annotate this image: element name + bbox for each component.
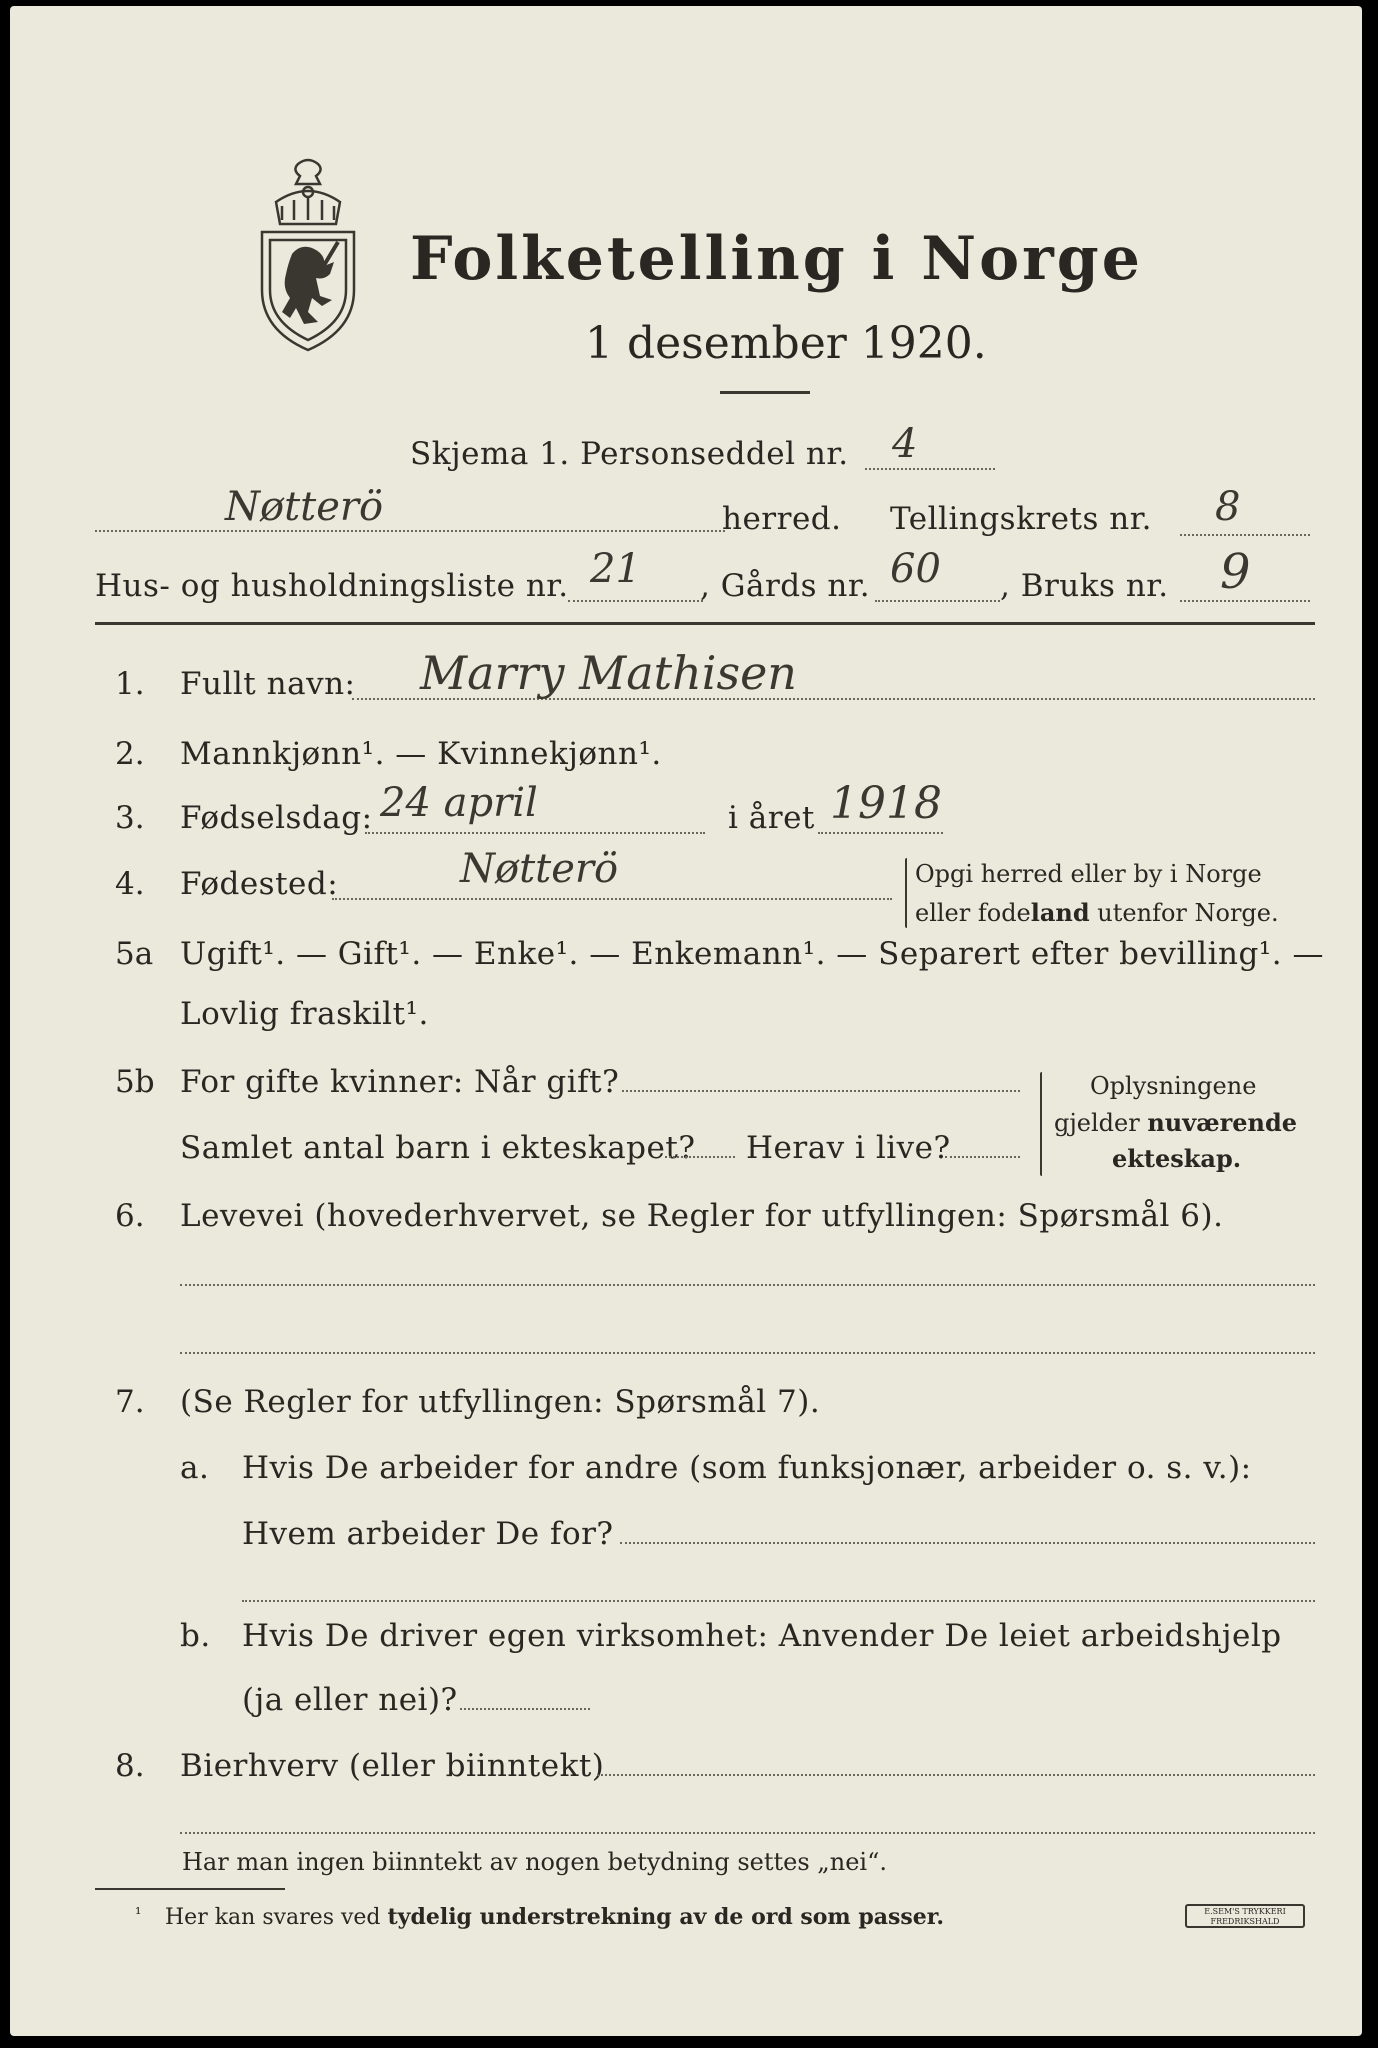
income-note: Har man ingen biinntekt av nogen betydning settes „nei“. bbox=[182, 1848, 887, 1876]
children-alive-field-line bbox=[945, 1156, 1020, 1158]
q8-label: Bierhverv (eller biinntekt) bbox=[180, 1748, 605, 1784]
q1-label: Fullt navn: bbox=[180, 666, 356, 702]
form-title: Folketelling i Norge bbox=[410, 224, 1143, 294]
gender-options[interactable]: Mannkjønn¹. — Kvinnekjønn¹. bbox=[180, 736, 662, 772]
husholdningsliste-value[interactable]: 21 bbox=[590, 546, 641, 592]
birthday-value[interactable]: 24 april bbox=[380, 780, 538, 826]
schema-label: Skjema 1. Personseddel nr. bbox=[410, 436, 849, 472]
personseddel-field-line bbox=[865, 468, 995, 470]
children-total-label: Samlet antal barn i ekteskapet? bbox=[180, 1130, 696, 1166]
q2-number: 2. bbox=[115, 736, 145, 772]
q6-number: 6. bbox=[115, 1198, 145, 1234]
title-divider bbox=[720, 391, 810, 394]
marriage-note-line3: ekteskap. bbox=[1112, 1144, 1242, 1173]
birthplace-note-brace bbox=[905, 858, 907, 928]
occupation-field-line-1[interactable] bbox=[180, 1284, 1315, 1286]
form-date: 1 desember 1920. bbox=[585, 318, 987, 369]
coat-of-arms-emblem bbox=[248, 154, 368, 354]
census-form-sheet bbox=[10, 6, 1362, 2036]
q5b-number: 5b bbox=[115, 1064, 155, 1100]
q7b-label: Hvis De driver egen virksomhet: Anvender De leiet arbeidshjelp bbox=[242, 1618, 1282, 1654]
gards-label: , Gårds nr. bbox=[700, 568, 871, 604]
birthday-field-line bbox=[365, 832, 705, 834]
q1-number: 1. bbox=[115, 666, 145, 702]
bruks-label: , Bruks nr. bbox=[1000, 568, 1169, 604]
q7b-label-2: (ja eller nei)? bbox=[242, 1682, 458, 1718]
q5b-label: For gifte kvinner: Når gift? bbox=[180, 1064, 620, 1100]
q7b-letter: b. bbox=[180, 1618, 211, 1654]
marital-status-options[interactable]: Ugift¹. — Gift¹. — Enke¹. — Enkemann¹. — Separert efter bevilling¹. — bbox=[180, 936, 1324, 972]
q3-label: Fødselsdag: bbox=[180, 800, 373, 836]
marital-status-options-2[interactable]: Lovlig fraskilt¹. bbox=[180, 996, 429, 1032]
husholdningsliste-label: Hus- og husholdningsliste nr. bbox=[95, 568, 569, 604]
birth-year-label: i året bbox=[728, 800, 815, 836]
birthplace-note-line2: eller fodeland utenfor Norge. bbox=[915, 898, 1279, 927]
tellingskrets-value[interactable]: 8 bbox=[1215, 484, 1241, 530]
children-total-field-line bbox=[665, 1156, 735, 1158]
employer-field-line-2[interactable] bbox=[242, 1600, 1315, 1602]
side-income-field-line[interactable] bbox=[597, 1774, 1315, 1776]
q4-number: 4. bbox=[115, 866, 145, 902]
marriage-date-field-line bbox=[622, 1090, 1020, 1092]
bruks-field-line bbox=[1180, 600, 1310, 602]
q8-number: 8. bbox=[115, 1748, 145, 1784]
q5a-number: 5a bbox=[115, 936, 154, 972]
occupation-field-line-2[interactable] bbox=[180, 1352, 1315, 1354]
header-rule bbox=[95, 622, 1315, 625]
full-name-value[interactable]: Marry Mathisen bbox=[420, 646, 797, 700]
birthplace-note-line1: Opgi herred eller by i Norge bbox=[915, 860, 1262, 888]
footnote-text: Her kan svares ved tydelig understrekning av de ord som passer. bbox=[165, 1904, 945, 1930]
bruks-value[interactable]: 9 bbox=[1220, 544, 1251, 600]
herred-field-line bbox=[95, 530, 725, 532]
q7-label: (Se Regler for utfyllingen: Spørsmål 7). bbox=[180, 1384, 821, 1420]
employer-field-line[interactable] bbox=[620, 1542, 1315, 1544]
gards-field-line bbox=[875, 600, 1000, 602]
marriage-note-line2: gjelder nuværende bbox=[1054, 1108, 1298, 1137]
birthplace-field-line bbox=[332, 898, 892, 900]
birth-year-value[interactable]: 1918 bbox=[830, 778, 942, 829]
hired-help-field-line[interactable] bbox=[460, 1708, 590, 1710]
q6-label: Levevei (hovederhvervet, se Regler for utfyllingen: Spørsmål 6). bbox=[180, 1198, 1224, 1234]
printer-stamp: E.SEM'S TRYKKERI FREDRIKSHALD bbox=[1185, 1904, 1305, 1928]
tellingskrets-label: Tellingskrets nr. bbox=[890, 501, 1152, 537]
footnote-rule bbox=[95, 1888, 285, 1890]
side-income-field-line-2[interactable] bbox=[180, 1832, 1315, 1834]
marriage-note-line1: Oplysningene bbox=[1090, 1072, 1257, 1100]
q7a-letter: a. bbox=[180, 1450, 210, 1486]
q7-number: 7. bbox=[115, 1384, 145, 1420]
children-alive-label: Herav i live? bbox=[746, 1130, 951, 1166]
personseddel-value[interactable]: 4 bbox=[892, 421, 918, 467]
husholdningsliste-field-line bbox=[568, 600, 703, 602]
marriage-note-brace bbox=[1040, 1072, 1042, 1176]
tellingskrets-field-line bbox=[1180, 534, 1310, 536]
q7a-label-2: Hvem arbeider De for? bbox=[242, 1516, 614, 1552]
birth-year-field-line bbox=[818, 832, 943, 834]
birthplace-value[interactable]: Nøtterö bbox=[460, 846, 619, 892]
herred-label: herred. bbox=[722, 501, 842, 537]
gards-value[interactable]: 60 bbox=[890, 546, 941, 592]
footnote-mark: ¹ bbox=[135, 1904, 142, 1923]
q4-label: Fødested: bbox=[180, 866, 339, 902]
q7a-label: Hvis De arbeider for andre (som funksjonær, arbeider o. s. v.): bbox=[242, 1450, 1252, 1486]
q3-number: 3. bbox=[115, 800, 145, 836]
herred-value[interactable]: Nøtterö bbox=[225, 484, 384, 530]
